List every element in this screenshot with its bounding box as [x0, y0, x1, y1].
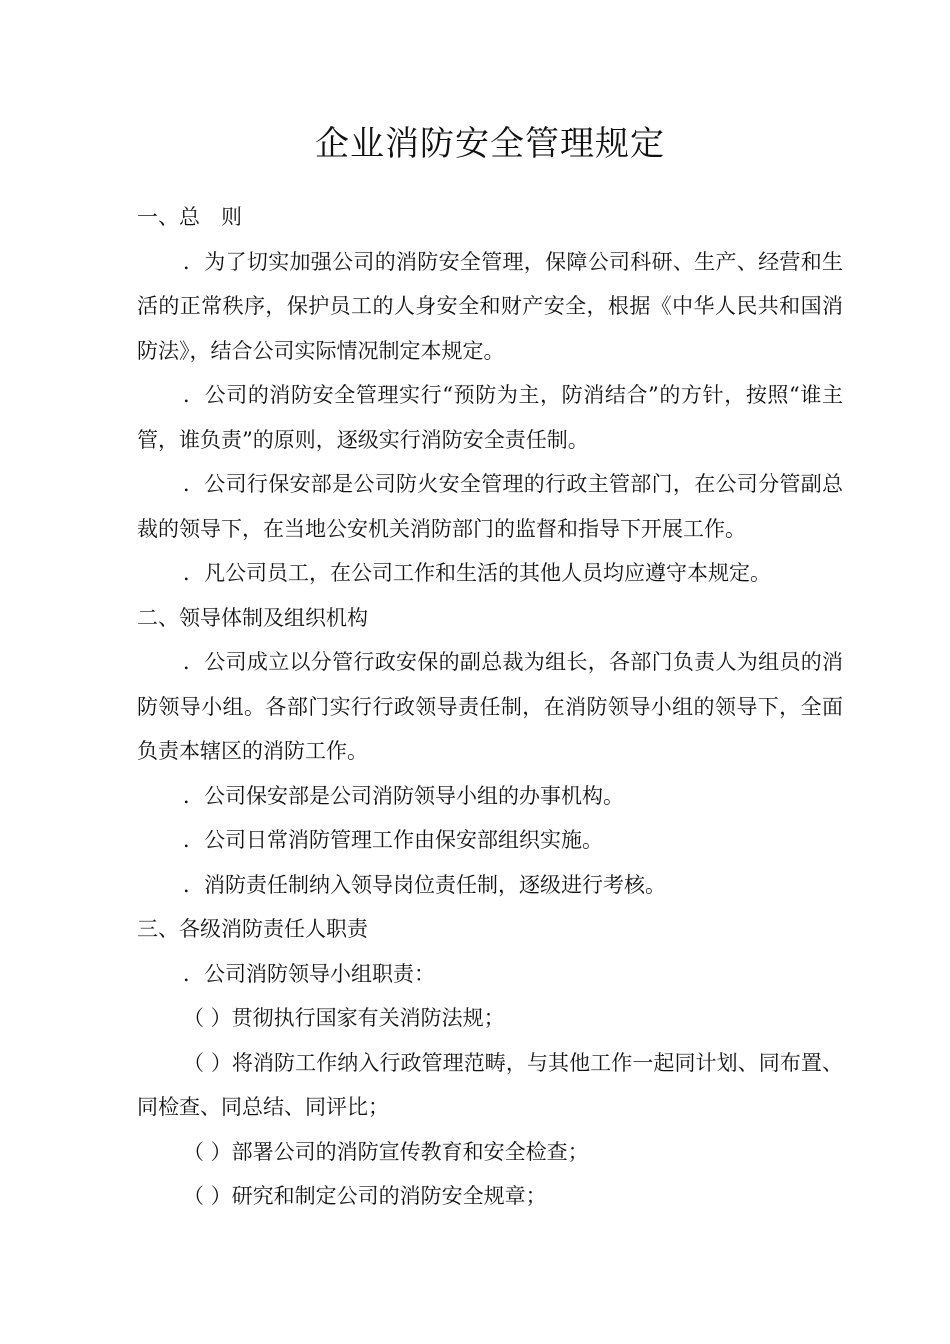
paragraph: ．公司成立以分管行政安保的副总裁为组长，各部门负责人为组员的消防领导小组。各部门实行行政领导责任制，在消防领导小组的领导下，全面负责本辖区的消防工作。 [137, 650, 843, 763]
section-general [137, 195, 843, 596]
list-item: （ ）部署公司的消防宣传教育和安全检查； [183, 1139, 589, 1164]
section-heading: 一、总 则 [137, 205, 242, 229]
paragraph: ．凡公司员工，在公司工作和生活的其他人员均应遵守本规定。 [183, 561, 771, 585]
paragraph: ．消防责任制纳入领导岗位责任制，逐级进行考核。 [183, 872, 666, 897]
section-heading: 二、领导体制及组织机构 [137, 605, 368, 630]
paragraph: ．公司行保安部是公司防火安全管理的行政主管部门，在公司分管副总裁的领导下，在当地公安机关消防部门的监督和指导下开展工作。 [137, 472, 843, 541]
list-item: （ ）贯彻执行国家有关消防法规； [183, 1006, 505, 1030]
document-body [137, 195, 843, 1219]
list-item: （ ）研究和制定公司的消防安全规章； [183, 1184, 547, 1208]
list-item: （ ）将消防工作纳入行政管理范畴，与其他工作一起同计划、同布置、同检查、同总结、同评比； [137, 1050, 843, 1119]
paragraph: ．公司消防领导小组职责： [183, 961, 435, 986]
paragraph: ．公司日常消防管理工作由保安部组织实施。 [183, 828, 603, 852]
paragraph: ．公司保安部是公司消防领导小组的办事机构。 [183, 783, 624, 808]
document-title: 企业消防安全管理规定 [315, 124, 665, 164]
paragraph: ．为了切实加强公司的消防安全管理，保障公司科研、生产、经营和生活的正常秩序，保护员工的人身安全和财产安全，根据《中华人民共和国消防法》，结合公司实际情况制定本规定。 [137, 249, 843, 363]
section-leadership [137, 596, 843, 908]
paragraph: ．公司的消防安全管理实行“预防为主，防消结合”的方针，按照“谁主管，谁负责”的原则，逐级实行消防安全责任制。 [137, 383, 843, 452]
section-responsibilities [137, 907, 843, 1219]
section-heading: 三、各级消防责任人职责 [137, 917, 368, 941]
